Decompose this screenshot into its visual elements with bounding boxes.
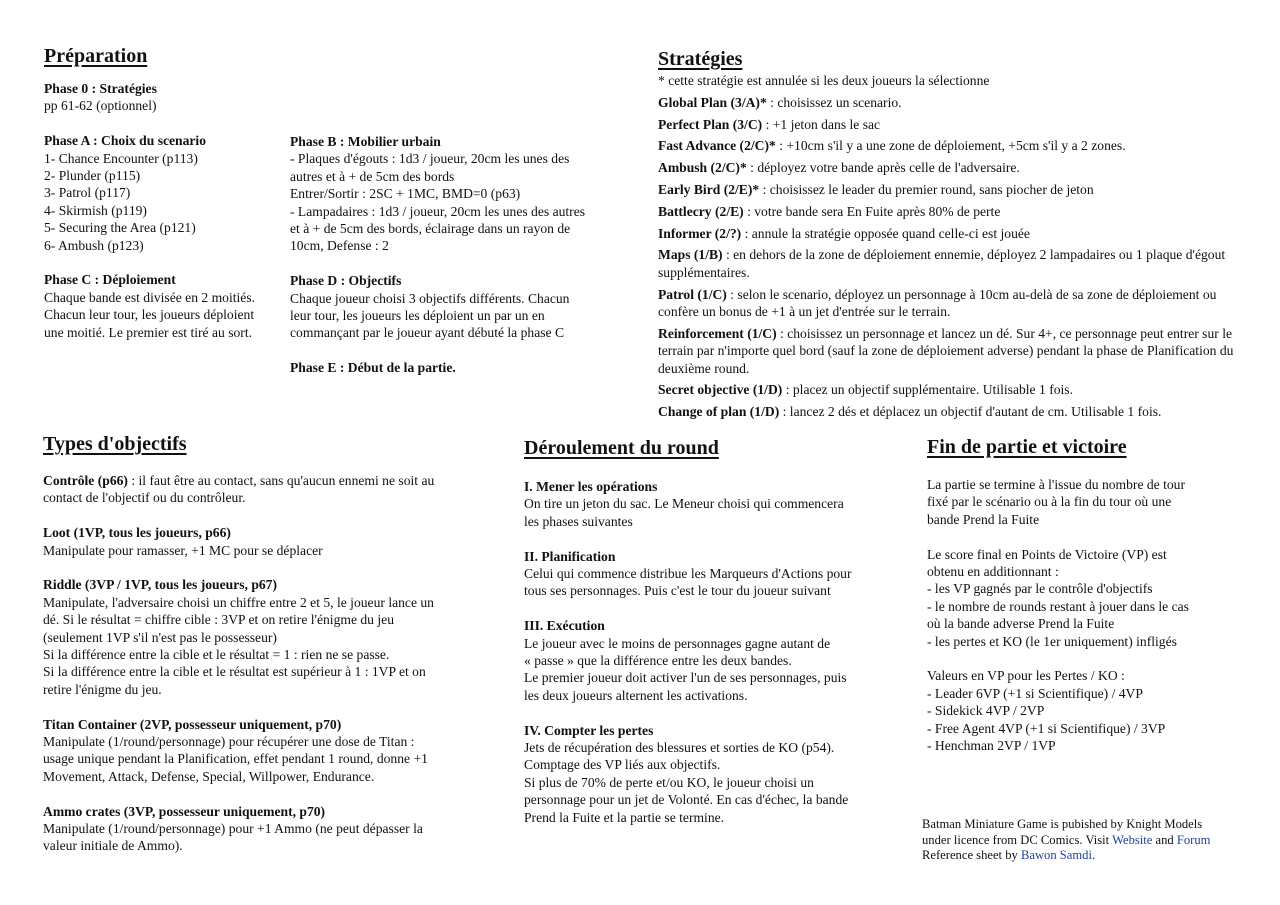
strategies-section <box>658 47 1243 425</box>
phaseE-heading: Phase E : Début de la partie. <box>290 360 456 376</box>
phaseB-line: et à + de 5cm des bords, éclairage dans un rayon de <box>290 221 571 237</box>
scenario-item: 5- Securing the Area (p121) <box>44 220 196 236</box>
phaseB-line: - Plaques d'égouts : 1d3 / joueur, 20cm les unes des <box>290 151 570 167</box>
scenario-item: 2- Plunder (p115) <box>44 168 141 184</box>
objective-line: dé. Si le résultat = chiffre cible : 3VP et on retire l'énigme du jeu <box>43 612 394 628</box>
round-step-line: Prend la Fuite et la partie se termine. <box>524 809 725 825</box>
scenario-item: 1- Chance Encounter (p113) <box>44 150 198 166</box>
strategies-note: * cette stratégie est annulée si les deux joueurs la sélectionne <box>658 73 990 88</box>
strategy-item: Patrol (1/C) : selon le scenario, déployez un personnage à 10cm au-delà de sa zone de déploiement ou confère un bonus de +1 à un jet d'entrée sur le terrain. <box>658 286 1217 319</box>
phaseB-line: Entrer/Sortir : 2SC + 1MC, BMD=0 (p63) <box>290 186 521 202</box>
forum-link[interactable]: Forum <box>1176 832 1211 847</box>
round-step-line: les deux joueurs alternent les activations. <box>524 687 748 703</box>
objective-item: Contrôle (p66) : il faut être au contact, sans qu'aucun ennemi ne soit au <box>43 473 435 488</box>
scenario-item: 3- Patrol (p117) <box>44 185 131 201</box>
preparation-right <box>290 133 635 377</box>
objective-line: Manipulate pour ramasser, +1 MC pour se déplacer <box>43 542 323 558</box>
round-step-line: personnage pour un jet de Volonté. En cas d'échec, la bande <box>524 792 849 808</box>
phaseD-line: leur tour, les joueurs les déploient un par un en <box>290 308 545 324</box>
phaseA-heading: Phase A : Choix du scenario <box>44 133 207 149</box>
objective-line: valeur initiale de Ammo). <box>43 838 183 854</box>
round-step-line: tous ses personnages. Puis c'est le tour du joueur suivant <box>524 583 831 599</box>
scenario-item: 6- Ambush (p123) <box>44 237 144 253</box>
end-line: bande Prend la Fuite <box>927 511 1040 527</box>
end-title: Fin de partie et victoire <box>927 436 1127 458</box>
round-step-line: Le joueur avec le moins de personnages gagne autant de <box>524 635 831 651</box>
strategy-item: Perfect Plan (3/C) : +1 jeton dans le sac <box>658 116 881 132</box>
objective-line: (seulement 1VP s'il n'est pas le possesseur) <box>43 629 277 645</box>
phaseB-line: 10cm, Defense : 2 <box>290 238 389 254</box>
round-step-line: Le premier joueur doit activer l'un de ses personnages, puis <box>524 670 847 686</box>
round-step-line: les phases suivantes <box>524 513 633 529</box>
scenario-item: 4- Skirmish (p119) <box>44 202 147 218</box>
strategy-item: Global Plan (3/A)* : choisissez un scenario. <box>658 94 902 110</box>
phase0-text: pp 61-62 (optionnel) <box>44 98 157 114</box>
round-step-line: « passe » que la différence entre les deux bandes. <box>524 653 792 669</box>
phaseB-heading: Phase B : Mobilier urbain <box>290 134 441 149</box>
objectives-section <box>43 432 493 855</box>
end-line: - Leader 6VP (+1 si Scientifique) / 4VP <box>927 685 1143 701</box>
objective-name: Loot (1VP, tous les joueurs, p66) <box>43 525 231 541</box>
objective-line: Si la différence entre la cible et le résultat = 1 : rien ne se passe. <box>43 647 390 663</box>
end-line: où la bande adverse Prend la Fuite <box>927 616 1115 632</box>
phaseB-line: - Lampadaires : 1d3 / joueur, 20cm les unes des autres <box>290 203 586 219</box>
objective-name: Ammo crates (3VP, possesseur uniquement, p70) <box>43 803 326 819</box>
round-step-name: I. Mener les opérations <box>524 479 658 494</box>
end-line: - les VP gagnés par le contrôle d'objectifs <box>927 581 1153 597</box>
round-step-line: Comptage des VP liés aux objectifs. <box>524 757 721 773</box>
objectives-title: Types d'objectifs <box>43 433 187 455</box>
objective-line: Si la différence entre la cible et le résultat est supérieur à 1 : 1VP et on <box>43 664 426 680</box>
round-step-line: Jets de récupération des blessures et sorties de KO (p54). <box>524 740 835 756</box>
objective-line: usage unique pendant la Planification, effet pendant 1 round, donne +1 <box>43 751 428 767</box>
round-step-name: II. Planification <box>524 548 616 564</box>
phaseD-line: commançant par le joueur ayant débuté la phase C <box>290 325 565 341</box>
phase0-heading: Phase 0 : Stratégies <box>44 81 157 96</box>
strategy-item: Change of plan (1/D) : lancez 2 dés et déplacez un objectif d'autant de cm. Utilisable 1 fois. <box>658 404 1162 420</box>
phaseC-heading: Phase C : Déploiement <box>44 272 176 288</box>
credits <box>922 817 1262 864</box>
objective-line: Manipulate, l'adversaire choisi un chiffre entre 2 et 5, le joueur lance un <box>43 594 434 610</box>
strategy-item: Informer (2/?) : annule la stratégie opposée quand celle-ci est jouée <box>658 225 1030 241</box>
objective-line: Manipulate (1/round/personnage) pour récupérer une dose de Titan : <box>43 734 415 750</box>
objective-name: Riddle (3VP / 1VP, tous les joueurs, p67) <box>43 577 278 593</box>
end-line: La partie se termine à l'issue du nombre de tour <box>927 477 1186 492</box>
objective-line: retire l'énigme du jeu. <box>43 681 162 697</box>
round-step-line: Si plus de 70% de perte et/ou KO, le joueur choisi un <box>524 774 814 790</box>
strategy-item: Early Bird (2/E)* : choisissez le leader du premier round, sans piocher de jeton <box>658 181 1094 197</box>
end-line: fixé par le scénario ou à la fin du tour où une <box>927 494 1172 510</box>
credits-line: Reference sheet by Bawon Samdi. <box>922 848 1096 863</box>
round-step-line: On tire un jeton du sac. Le Meneur choisi qui commencera <box>524 496 844 512</box>
strategy-item: Ambush (2/C)* : déployez votre bande après celle de l'adversaire. <box>658 160 1020 176</box>
website-link[interactable]: Website <box>1112 832 1153 847</box>
credits-line: under licence from DC Comics. Visit Website and Forum <box>922 832 1211 847</box>
preparation-title: Préparation <box>44 45 148 67</box>
strategy-item: Reinforcement (1/C) : choisissez un personnage et lancez un dé. Sur 4+, ce personnage peut entrer sur le terrain par n'importe quel bord (sauf la zone de déploiement adverse) pendant la phase de Planification du deuxième round. <box>658 325 1234 376</box>
credits-line: Batman Miniature Game is pubished by Knight Models <box>922 817 1203 831</box>
phaseD-heading: Phase D : Objectifs <box>290 273 402 289</box>
end-line: - les pertes et KO (le 1er uniquement) infligés <box>927 633 1177 649</box>
phaseC-line: une moitié. Le premier est tiré au sort. <box>44 324 252 340</box>
author-link[interactable]: Bawon Samdi <box>1020 848 1092 863</box>
round-step-name: IV. Compter les pertes <box>524 722 654 738</box>
phaseC-line: Chacun leur tour, les joueurs déploient <box>44 307 255 323</box>
end-line: - Sidekick 4VP / 2VP <box>927 703 1045 719</box>
strategy-item: Secret objective (1/D) : placez un objectif supplémentaire. Utilisable 1 fois. <box>658 382 1073 398</box>
round-step-line: Celui qui commence distribue les Marqueurs d'Actions pour <box>524 566 852 582</box>
end-line: - Free Agent 4VP (+1 si Scientifique) / 3VP <box>927 720 1166 736</box>
objective-line: contact de l'objectif ou du contrôleur. <box>43 490 246 506</box>
strategy-item: Fast Advance (2/C)* : +10cm s'il y a une zone de déploiement, +5cm s'il y a 2 zones. <box>658 138 1126 154</box>
end-line: - Henchman 2VP / 1VP <box>927 738 1056 754</box>
end-section <box>927 435 1257 754</box>
round-section <box>524 436 909 826</box>
strategy-item: Maps (1/B) : en dehors de la zone de déploiement ennemie, déployez 2 lampadaires ou 1 plaque d'égout supplémentaires. <box>658 247 1226 280</box>
end-line: Valeurs en VP pour les Pertes / KO : <box>927 668 1125 684</box>
strategy-item: Battlecry (2/E) : votre bande sera En Fuite après 80% de perte <box>658 203 1001 219</box>
phaseB-line: autres et à + de 5cm des bords <box>290 168 455 184</box>
objective-line: Movement, Attack, Defense, Special, Willpower, Endurance. <box>43 768 375 784</box>
phaseD-line: Chaque joueur choisi 3 objectifs différents. Chacun <box>290 290 570 306</box>
end-line: - le nombre de rounds restant à jouer dans le cas <box>927 598 1189 614</box>
end-line: Le score final en Points de Victoire (VP) est <box>927 546 1167 562</box>
preparation-left <box>44 44 284 341</box>
strategies-title: Stratégies <box>658 48 743 70</box>
end-line: obtenu en additionnant : <box>927 564 1059 580</box>
round-step-name: III. Exécution <box>524 618 605 634</box>
objective-line: Manipulate (1/round/personnage) pour +1 Ammo (ne peut dépasser la <box>43 821 423 837</box>
round-title: Déroulement du round <box>524 437 719 459</box>
objective-name: Titan Container (2VP, possesseur uniquement, p70) <box>43 716 342 732</box>
phaseC-line: Chaque bande est divisée en 2 moitiés. <box>44 289 256 305</box>
